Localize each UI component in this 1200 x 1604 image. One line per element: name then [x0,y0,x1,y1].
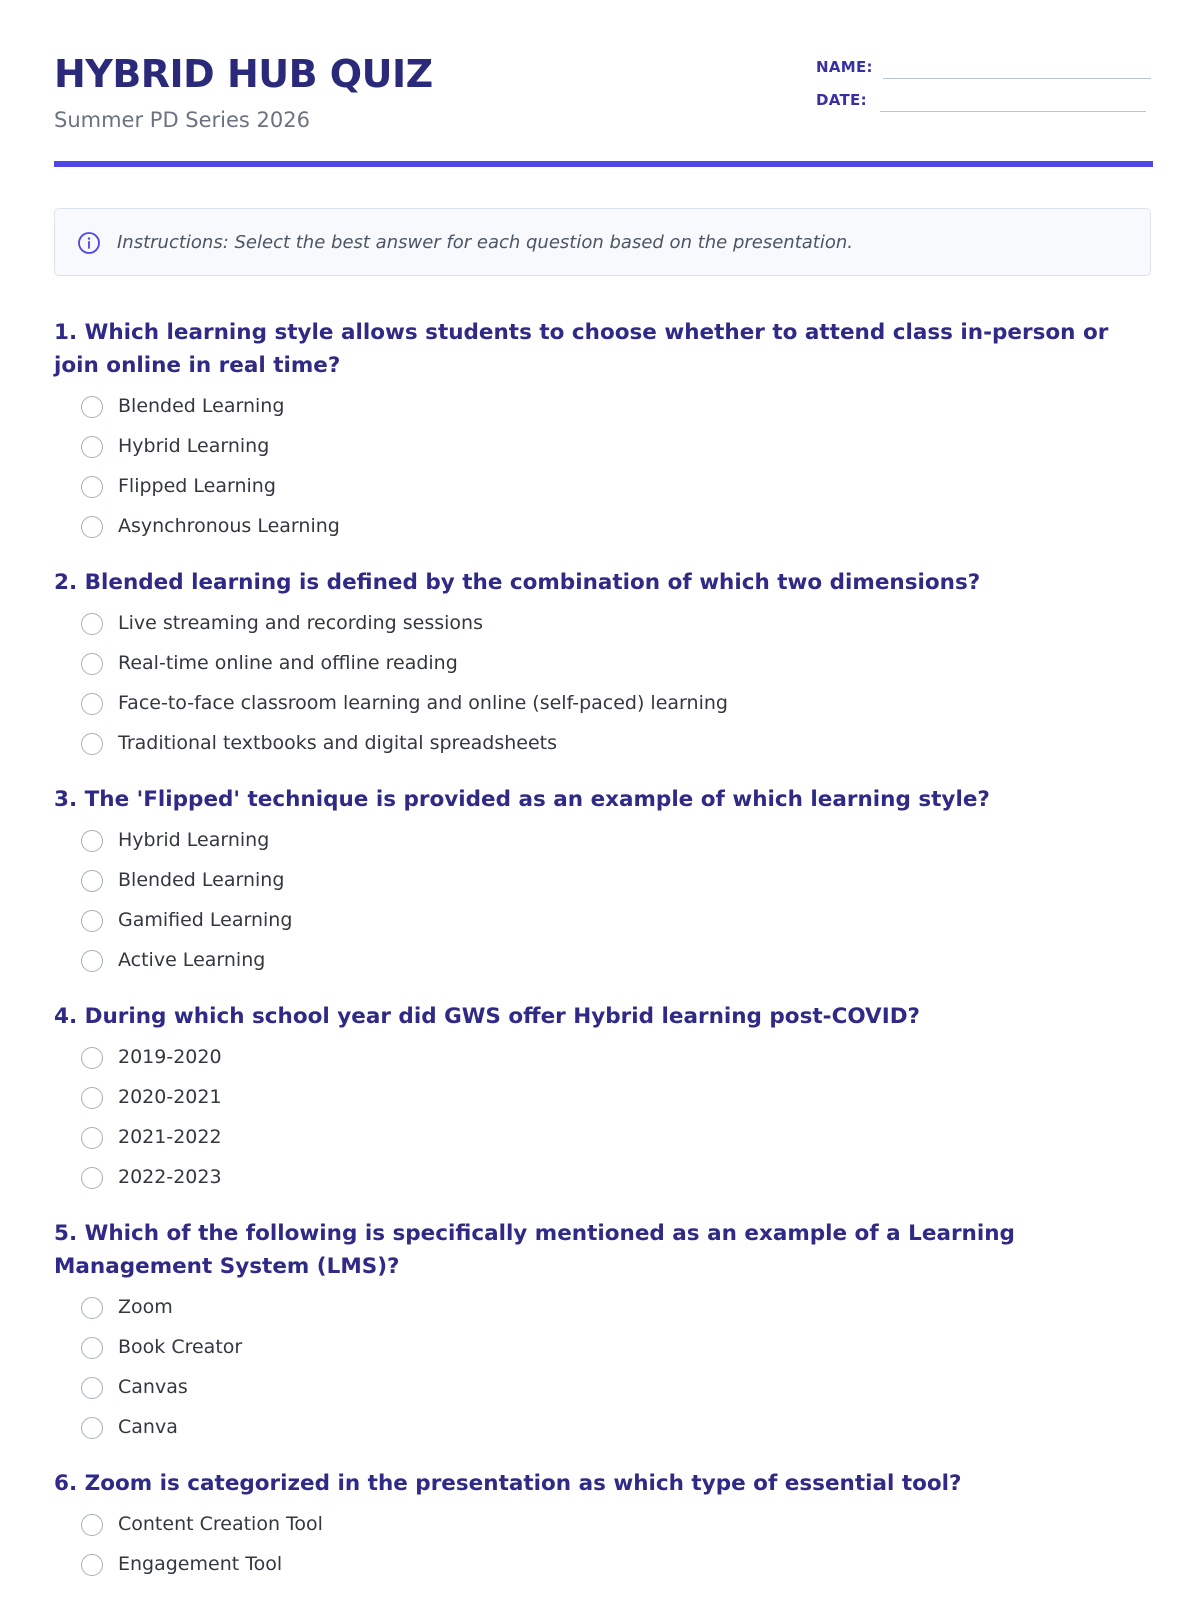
radio-button[interactable] [81,1337,103,1359]
date-label: DATE: [816,91,867,109]
option-label: Canva [118,1416,178,1438]
option-label: Zoom [118,1296,173,1318]
radio-button[interactable] [81,1127,103,1149]
info-icon [77,231,101,255]
answer-option[interactable] [54,942,1153,982]
option-label: Flipped Learning [118,475,276,497]
option-label: Traditional textbooks and digital spreadsheets [118,732,558,754]
answer-option[interactable] [54,1039,1153,1079]
quiz-page [54,0,1153,1600]
question-3 [54,783,1153,982]
radio-button[interactable] [81,870,103,892]
name-label: NAME: [816,58,873,76]
instructions-box [54,208,1151,276]
question-text: 5. Which of the following is specifically mentioned as an example of a Learning Management System (LMS)? [54,1221,1015,1279]
question-text: 1. Which learning style allows students to choose whether to attend class in-person or join online in real time? [54,320,1109,378]
option-label: Blended Learning [118,869,285,891]
radio-button[interactable] [81,1417,103,1439]
question-text: 4. During which school year did GWS offer Hybrid learning post-COVID? [54,1004,921,1029]
name-row [816,54,1153,82]
answer-option[interactable] [54,1289,1153,1329]
radio-button[interactable] [81,1514,103,1536]
answer-option[interactable] [54,1369,1153,1409]
option-label: Book Creator [118,1336,243,1358]
radio-button[interactable] [81,516,103,538]
answer-option[interactable] [54,388,1153,428]
radio-button[interactable] [81,1087,103,1109]
instructions-text: Instructions: Select the best answer for each question based on the presentation. [117,232,854,253]
answer-option[interactable] [54,605,1153,645]
answer-option[interactable] [54,1079,1153,1119]
date-field[interactable] [880,111,1146,112]
option-label: Content Creation Tool [118,1513,323,1535]
page-subtitle: Summer PD Series 2026 [54,108,310,132]
radio-button[interactable] [81,1167,103,1189]
radio-button[interactable] [81,396,103,418]
answer-option[interactable] [54,822,1153,862]
question-text: 2. Blended learning is defined by the combination of which two dimensions? [54,570,981,595]
question-text: 6. Zoom is categorized in the presentation as which type of essential tool? [54,1471,962,1496]
answer-option[interactable] [54,1159,1153,1199]
option-label: Hybrid Learning [118,829,270,851]
answer-option[interactable] [54,1119,1153,1159]
page-title: HYBRID HUB QUIZ [54,52,433,96]
question-1 [54,316,1153,548]
option-label: Gamified Learning [118,909,293,931]
header-divider [54,161,1153,167]
radio-button[interactable] [81,436,103,458]
answer-option[interactable] [54,1546,1153,1586]
option-label: Live streaming and recording sessions [118,612,483,634]
answer-option[interactable] [54,468,1153,508]
option-label: Canvas [118,1376,188,1398]
answer-option[interactable] [54,685,1153,725]
radio-button[interactable] [81,1554,103,1576]
question-6 [54,1467,1153,1586]
question-text: 3. The 'Flipped' technique is provided as an example of which learning style? [54,787,990,812]
question-2 [54,566,1153,765]
radio-button[interactable] [81,613,103,635]
radio-button[interactable] [81,693,103,715]
answer-option[interactable] [54,862,1153,902]
radio-button[interactable] [81,1297,103,1319]
option-label: Real-time online and offline reading [118,652,458,674]
question-list [54,316,1153,1604]
answer-option[interactable] [54,1409,1153,1449]
radio-button[interactable] [81,476,103,498]
answer-option[interactable] [54,725,1153,765]
option-label: Active Learning [118,949,266,971]
question-4 [54,1000,1153,1199]
radio-button[interactable] [81,733,103,755]
quiz-header [54,0,1153,168]
answer-option[interactable] [54,1329,1153,1369]
radio-button[interactable] [81,910,103,932]
option-label: 2022-2023 [118,1166,222,1188]
name-field[interactable] [883,78,1151,79]
answer-option[interactable] [54,1506,1153,1546]
option-label: 2021-2022 [118,1126,222,1148]
option-label: Asynchronous Learning [118,515,340,537]
date-row [816,87,1153,115]
radio-button[interactable] [81,830,103,852]
option-label: Hybrid Learning [118,435,270,457]
answer-option[interactable] [54,428,1153,468]
option-label: 2020-2021 [118,1086,222,1108]
option-label: Face-to-face classroom learning and online (self-paced) learning [118,692,728,714]
option-label: Blended Learning [118,395,285,417]
option-label: Engagement Tool [118,1553,283,1575]
radio-button[interactable] [81,950,103,972]
radio-button[interactable] [81,1047,103,1069]
answer-option[interactable] [54,508,1153,548]
radio-button[interactable] [81,653,103,675]
radio-button[interactable] [81,1377,103,1399]
answer-option[interactable] [54,902,1153,942]
answer-option[interactable] [54,645,1153,685]
question-5 [54,1217,1153,1449]
option-label: 2019-2020 [118,1046,222,1068]
